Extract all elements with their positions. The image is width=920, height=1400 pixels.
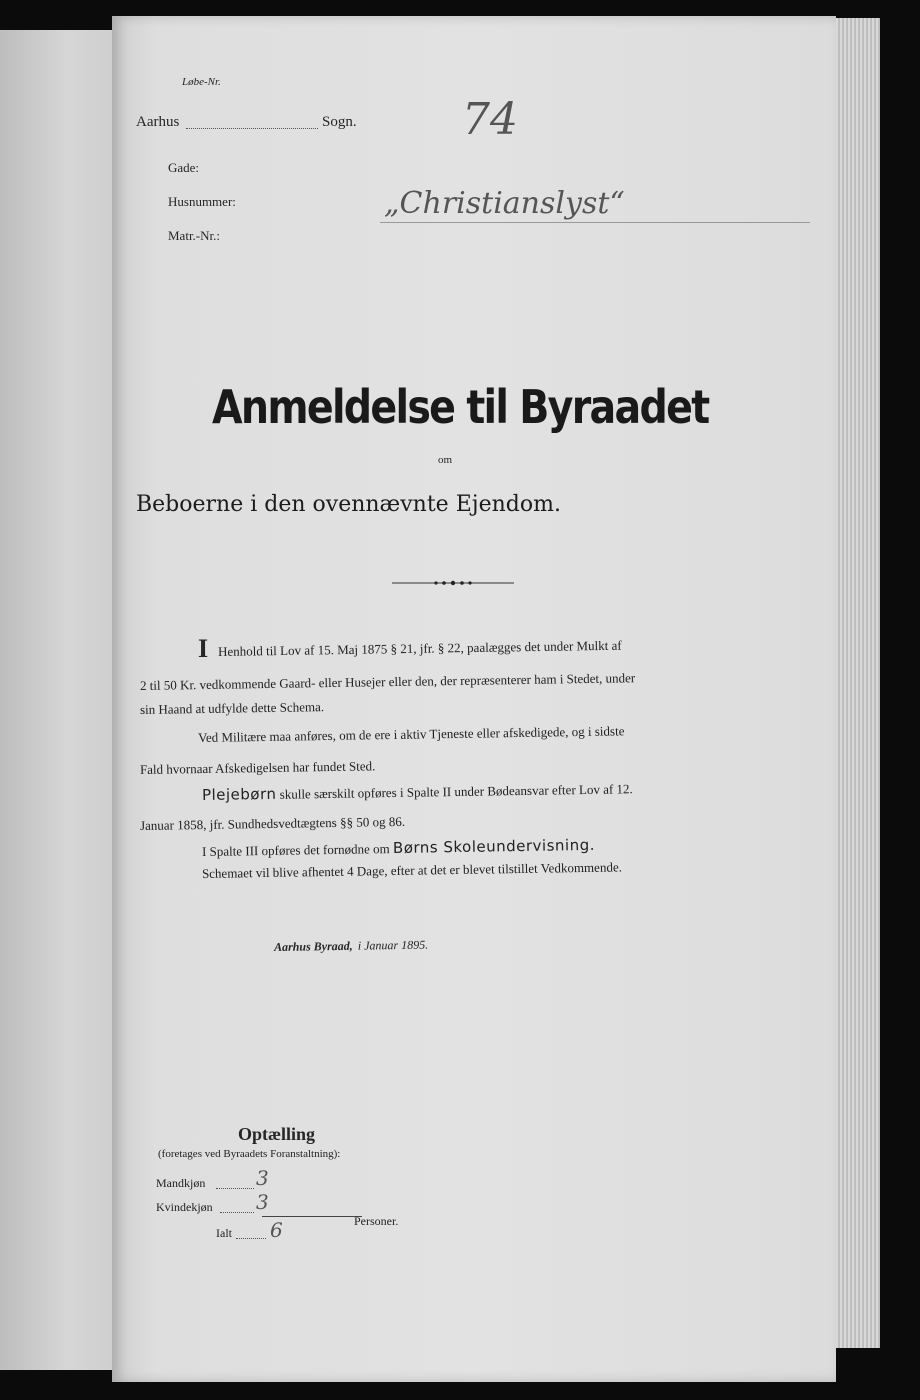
ialt-dots bbox=[236, 1238, 266, 1239]
paragraph-3-line-2: Januar 1858, jfr. Sundhedsvedtægtens §§ 50 og 86. bbox=[139, 813, 406, 833]
plejeborn-word: Plejebørn bbox=[201, 784, 277, 804]
counting-title: Optælling bbox=[238, 1124, 316, 1144]
paragraph-1-line-1: Henhold til Lov af 15. Maj 1875 § 21, jfr. § 22, paalægges det under Mulkt af bbox=[217, 637, 622, 659]
paragraph-2-line-1: Ved Militære maa anføres, om de ere i aktiv Tjeneste eller afskedigede, og i sidste bbox=[197, 723, 625, 745]
personer-label: Personer. bbox=[354, 1214, 399, 1228]
paragraph-3-line-1-rest: skulle særskilt opføres i Spalte II under Bødeansvar efter Lov af 12. bbox=[279, 781, 633, 802]
signature bbox=[274, 934, 428, 955]
drop-cap: I bbox=[198, 634, 209, 663]
ialt-label: Ialt bbox=[216, 1226, 232, 1240]
ornament-divider-icon bbox=[392, 578, 514, 588]
left-page-edge bbox=[0, 30, 112, 1370]
husnummer-label: Husnummer: bbox=[168, 194, 236, 209]
mandkjon-value: 3 bbox=[256, 1166, 269, 1190]
paragraph-2-line-2: Fald hvornaar Afskedigelsen har fundet Sted. bbox=[139, 758, 376, 777]
handwritten-number: 74 bbox=[462, 94, 518, 145]
kvindekjon-dots bbox=[220, 1212, 254, 1213]
document-subtitle: Beboerne i den ovennævnte Ejendom. bbox=[136, 492, 561, 517]
gade-label: Gade: bbox=[168, 160, 200, 175]
street-underline bbox=[380, 222, 810, 223]
kvindekjon-label: Kvindekjøn bbox=[156, 1200, 213, 1214]
ialt-value: 6 bbox=[270, 1218, 283, 1242]
paragraph-4-text: I Spalte III opføres det fornødne om bbox=[201, 841, 390, 859]
counting-note: (foretages ved Byraadets Foranstaltning): bbox=[158, 1148, 341, 1160]
aarhus-label: Aarhus bbox=[136, 114, 180, 130]
signature-name: Aarhus Byraad, bbox=[273, 938, 353, 954]
document-title: Anmeldelse til Byraadet bbox=[212, 380, 709, 434]
signature-date: i Januar 1895. bbox=[357, 937, 429, 953]
kvindekjon-value: 3 bbox=[256, 1190, 269, 1214]
aarhus-dotted-line bbox=[186, 128, 318, 129]
paragraph-5-line-1: Schemaet vil blive afhentet 4 Dage, efter at det er blevet tilstillet Vedkommende. bbox=[201, 859, 623, 881]
om-label: om bbox=[438, 454, 453, 466]
lobe-nr-label: Løbe-Nr. bbox=[182, 76, 221, 88]
mandkjon-dots bbox=[216, 1188, 254, 1189]
paragraph-1-line-3: sin Haand at udfylde dette Schema. bbox=[139, 699, 325, 717]
borns-skoleundervisning-word: Børns Skoleundervisning. bbox=[392, 835, 596, 857]
mandkjon-label: Mandkjøn bbox=[156, 1176, 206, 1190]
paragraph-1-line-2: 2 til 50 Kr. vedkommende Gaard- eller Husejer eller den, der repræsenterer ham i Stedet, under bbox=[139, 670, 636, 693]
sogn-label: Sogn. bbox=[322, 114, 357, 130]
matr-nr-label: Matr.-Nr.: bbox=[168, 228, 220, 243]
sum-line bbox=[262, 1216, 362, 1217]
page-stack-edges bbox=[836, 18, 880, 1348]
handwritten-street: „Christianslyst“ bbox=[384, 186, 625, 221]
